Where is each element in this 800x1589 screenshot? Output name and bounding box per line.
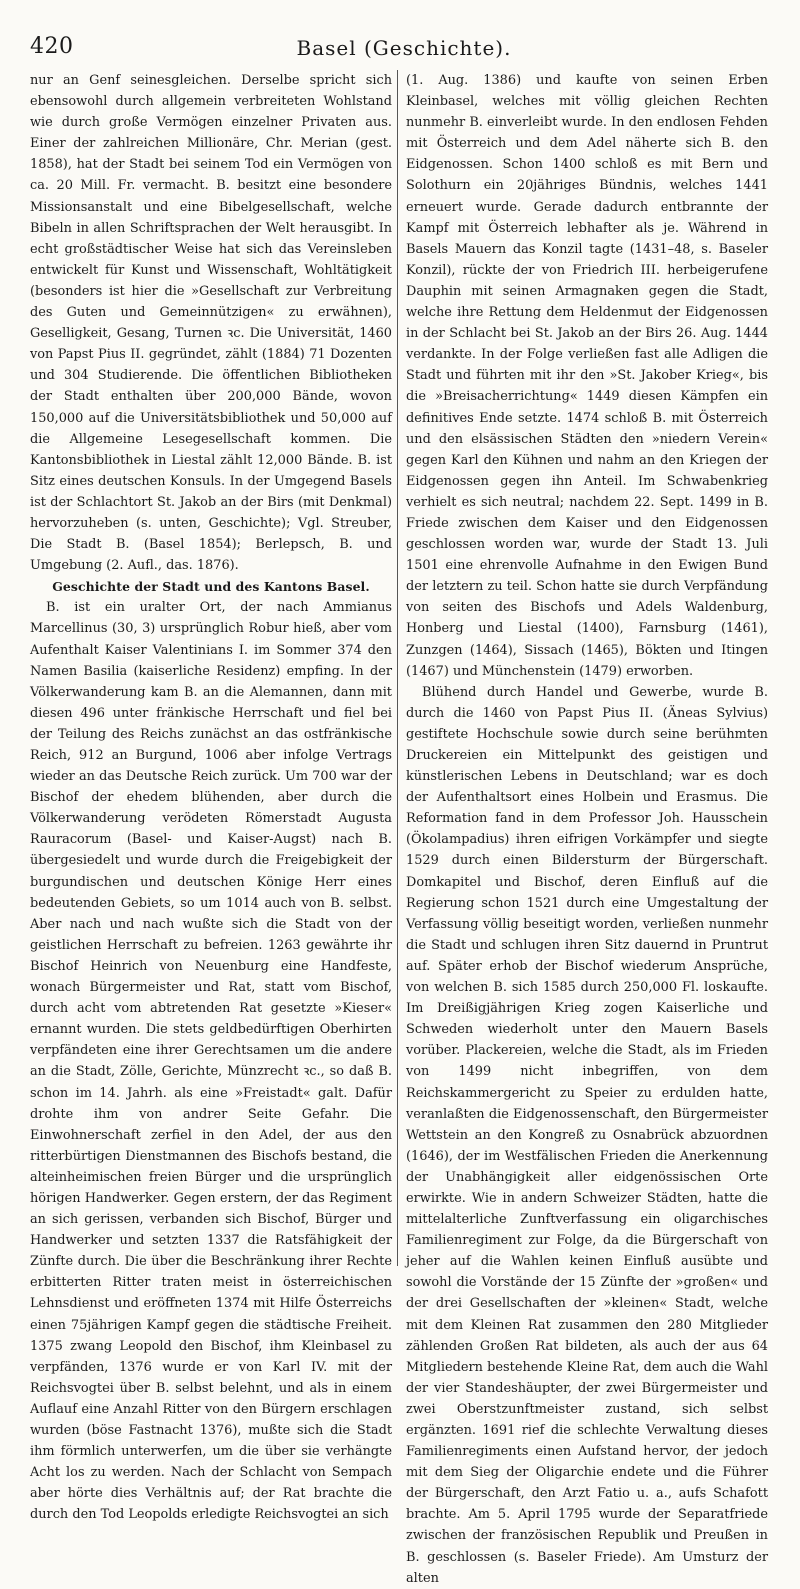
left-column bbox=[30, 70, 392, 1523]
paragraph-city-description: nur an Genf seinesgleichen. Derselbe spricht sich ebensowohl durch allgemein verbreiteten Wohlstand wie durch große Vermögen einzelner Privaten aus. Einer der zahlreichen Millionäre, Chr. Merian (gest. 1858), hat der Stadt bei seinem Tod ein Vermögen von ca. 20 Mill. Fr. vermacht. B. besitzt eine besondere Missionsanstalt und eine Bibelgesellschaft, welche Bibeln in allen Schriftsprachen der Welt herausgibt. In echt großstädtischer Weise hat sich das Vereinsleben entwickelt für Kunst und Wissenschaft, Wohltätigkeit (besonders ist hier die »Gesellschaft zur Verbreitung des Guten und Gemeinnützigen« zu erwähnen), Geselligkeit, Gesang, Turnen ꝛc. Die Universität, 1460 von Papst Pius II. gegründet, zählt (1884) 71 Dozenten und 304 Studierende. Die öffentlichen Bibliotheken der Stadt enthalten über 200,000 Bände, wovon 150,000 auf die Universitätsbibliothek und 50,000 auf die Allgemeine Lesegesellschaft kommen. Die Kantonsbibliothek in Liestal zählt 12,000 Bände. B. ist Sitz eines deutschen Konsuls. In der Umgegend Basels ist der Schlachtort St. Jakob an der Birs (mit Denkmal) hervorzuheben (s. unten, Geschichte); Vgl. Streuber, Die Stadt B. (Basel 1854); Berlepsch, B. und Umgebung (2. Aufl., das. 1876). bbox=[30, 73, 392, 574]
paragraph-reformation-history: Blühend durch Handel und Gewerbe, wurde B. durch die 1460 von Papst Pius II. (Äneas Sylvius) gestiftete Hochschule sowie durch seine berühmten Druckereien ein Mittelpunkt des geistigen und künstlerischen Lebens in Deutschland; war es doch der Aufenthaltsort eines Holbein und Erasmus. Die Reformation fand in dem Professor Joh. Hausschein (Ökolampadius) ihren eifrigen Vorkämpfer und siegte 1529 durch einen Bildersturm der Bürgerschaft. Domkapitel und Bischof, deren Einfluß auf die Regierung schon 1521 durch eine Umgestaltung der Verfassung völlig beseitigt worden, verließen nunmehr die Stadt und schlugen ihren Sitz dauernd in Pruntrut auf. Später erhob der Bischof wiederum Ansprüche, von welchen B. sich 1585 durch 250,000 Fl. loskaufte. Im Dreißigjährigen Krieg zogen Kaiserliche und Schweden wiederholt unter den Mauern Basels vorüber. Plackereien, welche die Stadt, als im Frieden von 1499 nicht inbegriffen, von dem Reichskammergericht zu Speier zu erdulden hatte, veranlaßten die Eidgenossenschaft, den Bürgermeister Wettstein an den Kongreß zu Osnabrück abzuordnen (1646), der im Westfälischen Frieden die Anerkennung der Unabhängigkeit aller eidgenössischen Orte erwirkte. Wie in andern Schweizer Städten, hatte die mittelalterliche Zunftverfassung ein oligarchisches Familienregiment zur Folge, da die Bürgerschaft von jeher auf die Wahlen keinen Einfluß ausübte und sowohl die Vorstände der 15 Zünfte der »großen« und der drei Gesellschaften der »kleinen« Stadt, welche mit dem Kleinen Rat zusammen den 280 Mitglieder zählenden Großen Rat bildeten, als auch der aus 64 Mitgliedern bestehende Kleine Rat, dem auch die Wahl der vier Standeshäupter, der zwei Bürgermeister und zwei Oberstzunftmeister zustand, sich selbst ergänzten. 1691 rief die schlechte Verwaltung dieses Familienregiments einen Aufstand hervor, der jedoch mit dem Sieg der Oligarchie endete und die Führer der Bürgerschaft, den Arzt Fatio u. a., aufs Schafott brachte. Am 5. April 1795 wurde der Separatfriede zwischen der französischen Republik und Preußen in B. geschlossen (s. Baseler Friede). Am Umsturz der alten bbox=[406, 684, 768, 1586]
paragraph-medieval-history: (1. Aug. 1386) und kaufte von seinen Erben Kleinbasel, welches mit völlig gleichen Rechten nunmehr B. einverleibt wurde. In den endlosen Fehden mit Österreich und dem Adel näherte sich B. den Eidgenossen. Schon 1400 schloß es mit Bern und Solothurn ein 20jähriges Bündnis, welches 1441 erneuert wurde. Gerade dadurch entbrannte der Kampf mit Österreich lebhafter als je. Während in Basels Mauern das Konzil tagte (1431–48, s. Baseler Konzil), rückte der von Friedrich III. herbeigerufene Dauphin mit seinen Armagnaken gegen die Stadt, welche ihre Rettung dem Heldenmut der Eidgenossen in der Schlacht bei St. Jakob an der Birs 26. Aug. 1444 verdankte. In der Folge verließen fast alle Adligen die Stadt und führten mit ihr den »St. Jakober Krieg«, bis die »Breisacherrichtung« 1449 diesen Kämpfen ein definitives Ende setzte. 1474 schloß B. mit Österreich und den elsässischen Städten den »niedern Verein« gegen Karl den Kühnen und nahm an den Kriegen der Eidgenossen gegen ihn Anteil. Im Schwabenkrieg verhielt es sich neutral; nachdem 22. Sept. 1499 in B. Friede zwischen dem Kaiser und den Eidgenossen geschlossen worden war, wurde der Stadt 13. Juli 1501 eine ehrenvolle Aufnahme in den Ewigen Bund der letztern zu teil. Schon hatte sie durch Verpfändung von seiten des Bischofs und Adels Waldenburg, Honberg und Liestal (1400), Farnsburg (1461), Zunzgen (1464), Sissach (1465), Bökten und Itingen (1467) und Münchenstein (1479) erworben. bbox=[406, 73, 768, 679]
page-header bbox=[30, 30, 778, 66]
page-number: 420 bbox=[30, 34, 74, 59]
section-heading-history: Geschichte der Stadt und des Kantons Basel. bbox=[52, 579, 370, 595]
paragraph-early-history: B. ist ein uralter Ort, der nach Ammianus Marcellinus (30, 3) ursprünglich Robur hieß, aber vom Aufenthalt Kaiser Valentinians I. im Sommer 374 den Namen Basilia (kaiserliche Residenz) empfing. In der Völkerwanderung kam B. an die Alemannen, dann mit diesen 496 unter fränkische Herrschaft und fiel bei der Teilung des Reichs zunächst an das ostfränkische Reich, 912 an Burgund, 1006 aber infolge Vertrags wieder an das Deutsche Reich zurück. Um 700 war der Bischof der ehedem blühenden, aber durch die Völkerwanderung verödeten Römerstadt Augusta Rauracorum (Basel- und Kaiser-Augst) nach B. übergesiedelt und wurde durch die Freigebigkeit der burgundischen und deutschen Könige Herr eines bedeutenden Gebiets, so um 1014 auch von B. selbst. Aber nach und nach wußte sich die Stadt von der geistlichen Herrschaft zu befreien. 1263 gewährte ihr Bischof Heinrich von Neuenburg eine Handfeste, wonach Bürgermeister und Rat, statt vom Bischof, durch acht vom abtretenden Rat gesetzte »Kieser« ernannt wurden. Die stets geldbedürftigen Oberhirten verpfändeten eine ihrer Gerechtsamen um die andere an die Stadt, Zölle, Gerichte, Münzrecht ꝛc., so daß B. schon im 14. Jahrh. als eine »Freistadt« galt. Dafür drohte ihm von andrer Seite Gefahr. Die Einwohnerschaft zerfiel in den Adel, der aus den ritterbürtigen Dienstmannen des Bischofs bestand, die alteinheimischen freien Bürger und die ursprünglich hörigen Handwerker. Gegen erstern, der das Regiment an sich gerissen, verbanden sich Bischof, Bürger und Handwerker und setzten 1337 die Ratsfähigkeit der Zünfte durch. Die über die Beschränkung ihrer Rechte erbitterten Ritter traten meist in österreichischen Lehnsdienst und eröffneten 1374 mit Hilfe Österreichs einen 75jährigen Kampf gegen die städtische Freiheit. 1375 zwang Leopold den Bischof, ihm Kleinbasel zu verpfänden, 1376 wurde er von Karl IV. mit der Reichsvogtei über B. selbst belehnt, und als in einem Auflauf eine Anzahl Ritter von den Bürgern erschlagen wurden (böse Fastnacht 1376), mußte sich die Stadt ihm förmlich unterwerfen, um die über sie verhängte Acht los zu werden. Nach der Schlacht von Sempach aber hörte dies Verhältnis auf; der Rat brachte die durch den Tod Leopolds erledigte Reichsvogtei an sich bbox=[30, 600, 392, 1523]
running-head-title: Basel (Geschichte). bbox=[296, 36, 512, 60]
text-columns bbox=[30, 70, 782, 1586]
column-divider bbox=[397, 70, 398, 1266]
right-column bbox=[406, 70, 768, 1586]
